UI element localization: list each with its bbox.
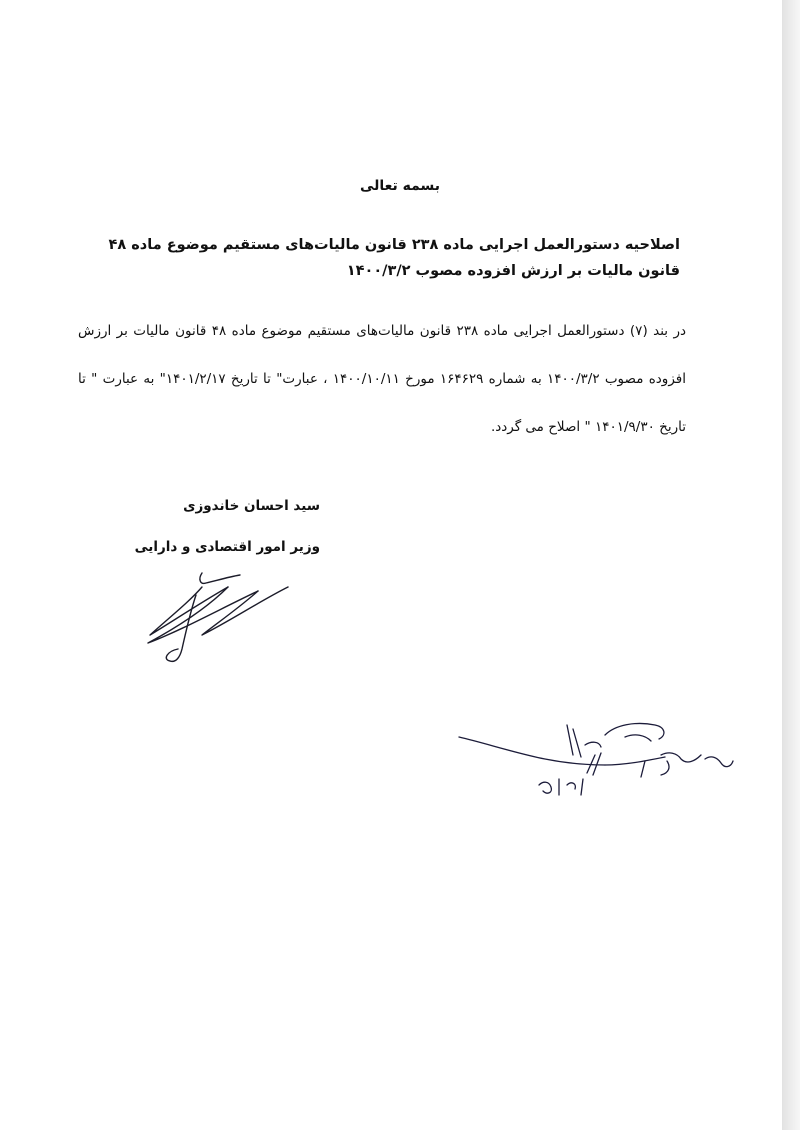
invocation-heading: بسمه تعالی [359, 178, 441, 194]
signature-image [140, 565, 300, 665]
body-paragraph: در بند (۷) دستورالعمل اجرایی ماده ۲۳۸ قانون مالیات‌های مستقیم موضوع ماده ۴۸ قانون مالیات بر ارزش افزوده مصوب ۱۴۰۰/۳/۲ به شماره ۱۶۴۶۲۹ مورخ ۱۴۰۰/۱۰/۱۱ ، عبارت" تا تاریخ ۱۴۰۱/۲/۱۷" به عبارت " تا تاریخ ۱۴۰۱/۹/۳۰ " اصلاح می گردد. [78, 323, 686, 435]
signatory-name: سید احسان خاندوزی [183, 498, 320, 514]
document-body [78, 307, 686, 451]
signatory-role: وزیر امور اقتصادی و دارایی [134, 539, 320, 555]
page-edge-shadow [782, 0, 800, 1130]
handwritten-annotation-image [455, 715, 735, 815]
document-title: اصلاحیه دستورالعمل اجرایی ماده ۲۳۸ قانون مالیات‌های مستقیم موضوع ماده ۴۸ قانون مالیات بر ارزش افزوده مصوب ۱۴۰۰/۳/۲ [108, 237, 680, 279]
